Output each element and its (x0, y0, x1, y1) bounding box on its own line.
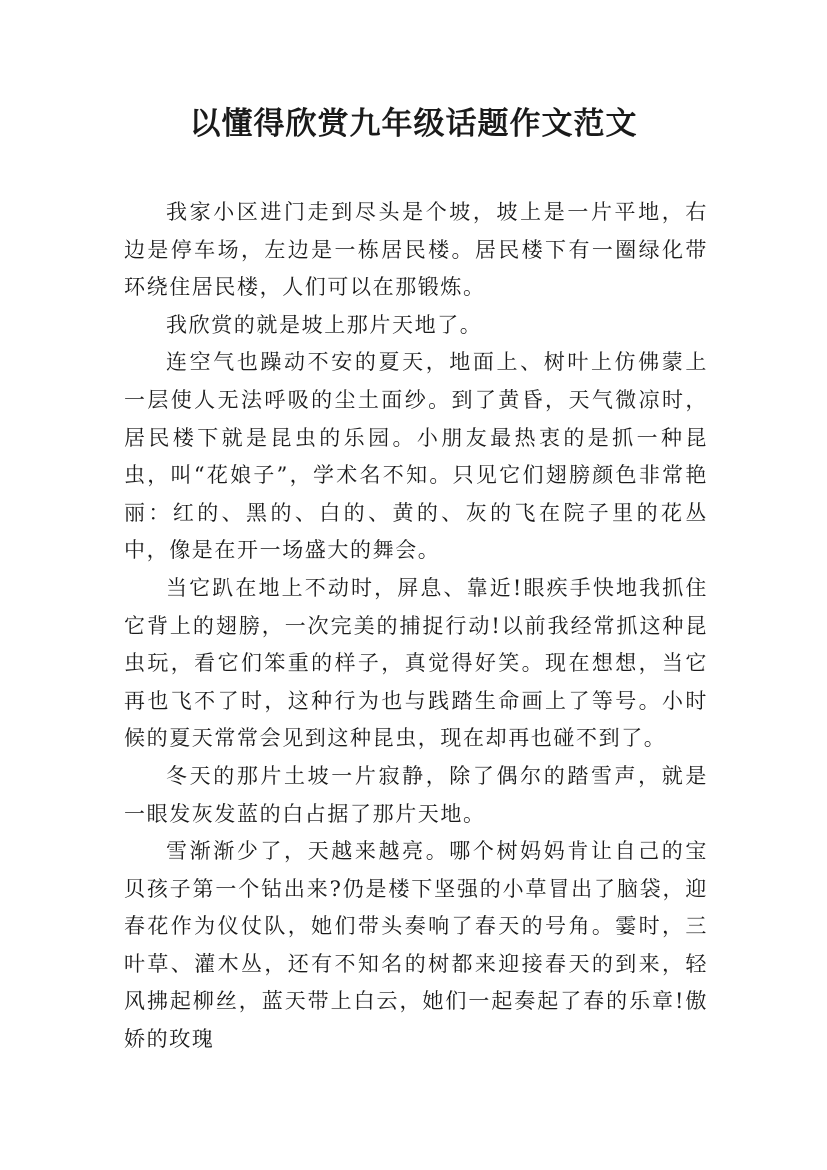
paragraph: 我欣赏的就是坡上那片天地了。 (166, 312, 483, 337)
paragraph: 我家小区进门走到尽头是个坡，坡上是一片平地，右边是停车场，左边是一栋居民楼。居民楼下有一圈绿化带环绕住居民楼，人们可以在那锻炼。 (124, 200, 708, 300)
document-body (124, 194, 708, 1059)
document-title: 以懂得欣赏九年级话题作文范文 (189, 106, 638, 142)
paragraph: 冬天的那片土坡一片寂静，除了偶尔的踏雪声，就是一眼发灰发蓝的白占据了那片天地。 (124, 763, 708, 826)
paragraph: 连空气也躁动不安的夏天，地面上、树叶上仿佛蒙上一层使人无法呼吸的尘土面纱。到了黄昏，天气微凉时，居民楼下就是昆虫的乐园。小朋友最热衷的是抓一种昆虫，叫“花娘子”，学术名不知。只见它们翅膀颜色非常艳丽：红的、黑的、白的、黄的、灰的飞在院子里的花丛中，像是在开一场盛大的舞会。 (124, 350, 708, 563)
paragraph: 当它趴在地上不动时，屏息、靠近!眼疾手快地我抓住它背上的翅膀，一次完美的捕捉行动!以前我经常抓这种昆虫玩，看它们笨重的样子，真觉得好笑。现在想想，当它再也飞不了时，这种行为也与践踏生命画上了等号。小时候的夏天常常会见到这种昆虫，现在却再也碰不到了。 (124, 575, 708, 751)
paragraph: 雪渐渐少了，天越来越亮。哪个树妈妈肯让自己的宝贝孩子第一个钻出来?仍是楼下坚强的小草冒出了脑袋，迎春花作为仪仗队，她们带头奏响了春天的号角。霎时，三叶草、灌木丛，还有不知名的树都来迎接春天的到来，轻风拂起柳丝，蓝天带上白云，她们一起奏起了春的乐章!傲娇的玫瑰 (124, 839, 708, 1052)
